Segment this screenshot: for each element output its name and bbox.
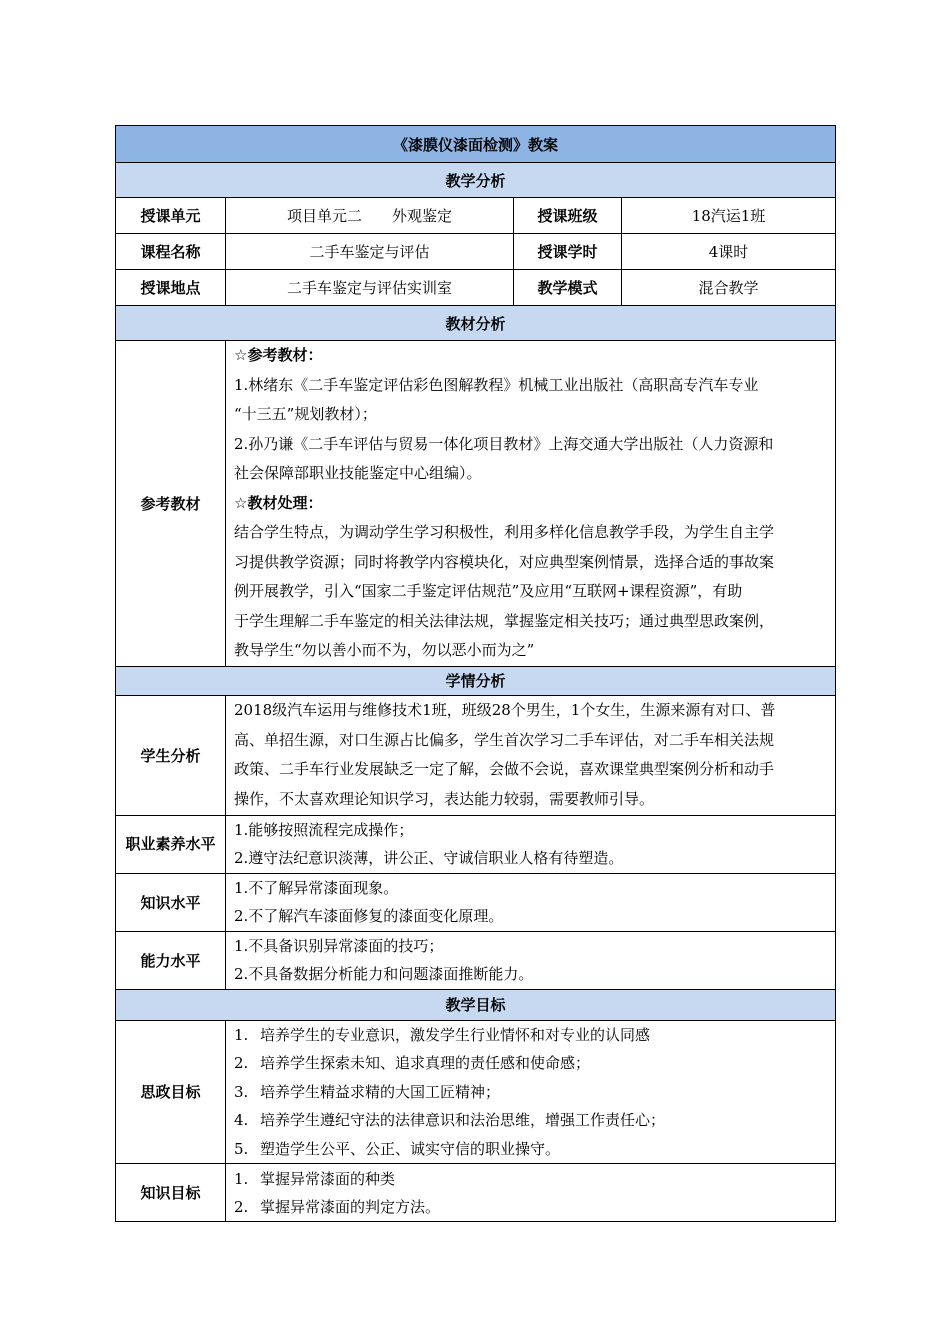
goal-num: 2. xyxy=(234,1197,249,1216)
ideology-goals-content xyxy=(226,1020,836,1164)
goal-item xyxy=(234,1193,827,1221)
students-label: 学生分析 xyxy=(116,695,226,815)
students-line: 高、单招生源，对口生源占比偏多，学生首次学习二手车评估，对二手车相关法规 xyxy=(234,730,775,749)
knowledge-level-line: 1.不了解异常漆面现象。 xyxy=(234,879,399,897)
ability-level-row xyxy=(116,931,836,989)
ref-line: 社会保障部职业技能鉴定中心组编）。 xyxy=(234,464,482,482)
process-line: 结合学生特点，为调动学生学习积极性，利用多样化信息教学手段，为学生自主学 xyxy=(234,523,775,541)
goal-text: 塑造学生公平、公正、诚实守信的职业操守。 xyxy=(260,1139,561,1158)
hours-label: 授课学时 xyxy=(514,234,622,270)
place-label: 授课地点 xyxy=(116,270,226,306)
process-line: 于学生理解二手车鉴定的相关法律法规，掌握鉴定相关技巧；通过典型思政案例， xyxy=(234,611,775,630)
materials-content xyxy=(226,341,836,667)
ref-heading: ☆参考教材： xyxy=(234,346,323,364)
knowledge-level-label: 知识水平 xyxy=(116,873,226,931)
goal-item xyxy=(234,1135,827,1164)
info-row-place xyxy=(116,270,836,306)
ref-line: 2.孙乃谦《二手车评估与贸易一体化项目教材》上海交通大学出版社（人力资源和 xyxy=(234,434,774,453)
mode-label: 教学模式 xyxy=(514,270,622,306)
process-heading: ☆教材处理： xyxy=(234,493,323,512)
info-row-unit xyxy=(116,198,836,234)
ability-level-line: 2.不具备数据分析能力和问题漆面推断能力。 xyxy=(234,965,534,983)
goal-item xyxy=(234,1078,827,1107)
unit-label: 授课单元 xyxy=(116,198,226,234)
goal-num: 1. xyxy=(234,1025,249,1044)
section-heading: 教学目标 xyxy=(116,989,836,1020)
goal-num: 4. xyxy=(234,1111,249,1129)
goal-item xyxy=(234,1106,827,1135)
professional-row xyxy=(116,815,836,873)
professional-label: 职业素养水平 xyxy=(116,815,226,873)
course-label: 课程名称 xyxy=(116,234,226,270)
section-heading: 教材分析 xyxy=(116,306,836,341)
ref-line: 1.林绪东《二手车鉴定评估彩色图解教程》机械工业出版社（高职高专汽车专业 xyxy=(234,375,759,394)
goal-text: 掌握异常漆面的种类 xyxy=(260,1169,396,1188)
section-student-analysis xyxy=(116,666,836,695)
goal-num: 2. xyxy=(234,1054,249,1072)
section-teaching-analysis xyxy=(116,163,836,198)
students-content xyxy=(226,695,836,815)
ability-level-label: 能力水平 xyxy=(116,931,226,989)
goal-text: 培养学生精益求精的大国工匠精神； xyxy=(260,1082,501,1101)
goal-text: 培养学生遵纪守法的法律意识和法治思维，增强工作责任心； xyxy=(260,1111,666,1129)
goal-text: 培养学生的专业意识，激发学生行业情怀和对专业的认同感 xyxy=(260,1025,651,1044)
section-teaching-goals xyxy=(116,989,836,1020)
process-line: 习提供教学资源；同时将教学内容模块化，对应典型案例情景，选择合适的事故案 xyxy=(234,552,775,571)
ability-level-content xyxy=(226,931,836,989)
course-value: 二手车鉴定与评估 xyxy=(226,234,514,270)
process-line: 教导学生“勿以善小而不为，勿以恶小而为之” xyxy=(234,641,535,659)
section-heading: 学情分析 xyxy=(116,666,836,695)
class-value: 18汽运1班 xyxy=(622,198,836,234)
unit-value: 项目单元二 外观鉴定 xyxy=(226,198,514,234)
goal-text: 培养学生探索未知、追求真理的责任感和使命感； xyxy=(260,1054,591,1072)
lesson-plan-table xyxy=(115,125,836,1222)
goal-item xyxy=(234,1049,827,1078)
goal-num: 5. xyxy=(234,1139,249,1158)
materials-row xyxy=(116,341,836,667)
document-title: 《漆膜仪漆面检测》教案 xyxy=(116,126,836,163)
ref-line: “十三五”规划教材）； xyxy=(234,405,377,423)
students-line: 操作，不太喜欢理论知识学习，表达能力较弱，需要教师引导。 xyxy=(234,789,655,808)
goal-item xyxy=(234,1021,827,1050)
knowledge-level-line: 2.不了解汽车漆面修复的漆面变化原理。 xyxy=(234,907,504,925)
professional-line: 2.遵守法纪意识淡薄，讲公正、守诚信职业人格有待塑造。 xyxy=(234,849,624,867)
professional-content xyxy=(226,815,836,873)
ideology-goals-row xyxy=(116,1020,836,1164)
info-row-course xyxy=(116,234,836,270)
knowledge-level-content xyxy=(226,873,836,931)
goal-text: 掌握异常漆面的判定方法。 xyxy=(260,1197,441,1216)
goal-item xyxy=(234,1165,827,1193)
process-line: 例开展教学，引入“国家二手鉴定评估规范”及应用“互联网+课程资源”，有助 xyxy=(234,582,743,600)
students-line: 政策、二手车行业发展缺乏一定了解，会做不会说，喜欢课堂典型案例分析和动手 xyxy=(234,760,775,778)
students-line: 2018级汽车运用与维修技术1班，班级28个男生，1个女生，生源来源有对口、普 xyxy=(234,701,776,719)
section-material-analysis xyxy=(116,306,836,341)
students-row xyxy=(116,695,836,815)
knowledge-level-row xyxy=(116,873,836,931)
goal-num: 3. xyxy=(234,1082,249,1101)
knowledge-goals-label: 知识目标 xyxy=(116,1164,226,1222)
knowledge-goals-row xyxy=(116,1164,836,1222)
section-heading: 教学分析 xyxy=(116,163,836,198)
title-row xyxy=(116,126,836,163)
mode-value: 混合教学 xyxy=(622,270,836,306)
professional-line: 1.能够按照流程完成操作； xyxy=(234,821,414,839)
materials-label: 参考教材 xyxy=(116,341,226,667)
ideology-goals-label: 思政目标 xyxy=(116,1020,226,1164)
place-value: 二手车鉴定与评估实训室 xyxy=(226,270,514,306)
class-label: 授课班级 xyxy=(514,198,622,234)
knowledge-goals-content xyxy=(226,1164,836,1222)
goal-num: 1. xyxy=(234,1169,249,1188)
hours-value: 4课时 xyxy=(622,234,836,270)
ability-level-line: 1.不具备识别异常漆面的技巧； xyxy=(234,937,444,955)
